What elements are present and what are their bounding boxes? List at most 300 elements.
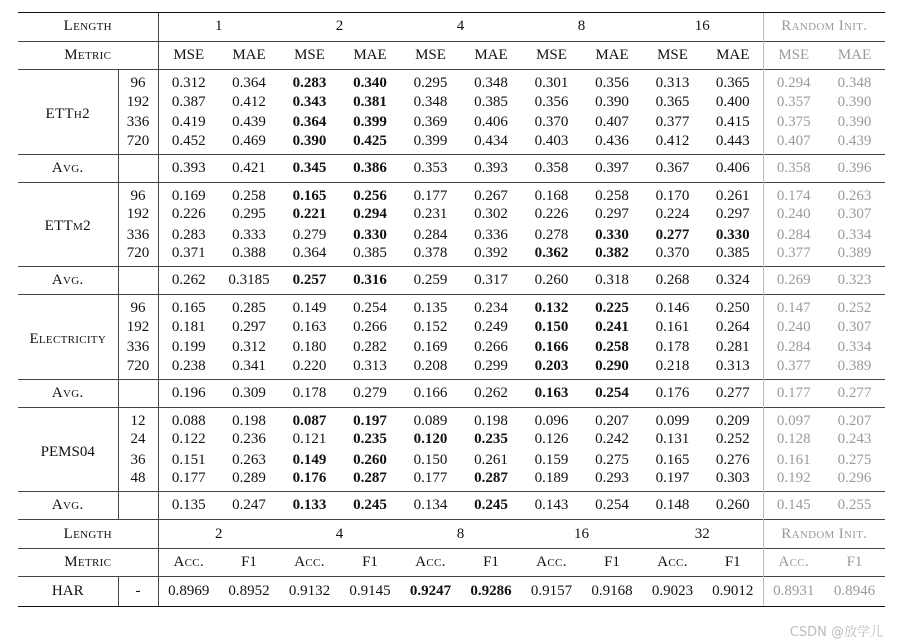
- value-cell: 0.131: [655, 431, 690, 448]
- value-cell: 0.096: [521, 407, 582, 430]
- random-init-value: 0.147: [763, 295, 824, 318]
- horizon-cell: 192: [118, 205, 158, 225]
- random-init-value: 0.284: [763, 337, 824, 357]
- dataset-name: ETTm2: [18, 182, 118, 267]
- value-cell: 0.262: [461, 379, 521, 407]
- metric-header: MAE: [461, 41, 521, 70]
- value-cell: 0.295: [232, 206, 266, 223]
- value-cell: 0.252: [715, 431, 750, 448]
- value-cell: 0.297: [595, 206, 629, 223]
- value-cell: 0.415: [715, 113, 750, 130]
- value-cell: 0.163: [521, 379, 582, 407]
- random-init-value: 0.243: [837, 431, 872, 448]
- metric-header: F1: [461, 548, 521, 577]
- value-cell: 0.9023: [642, 577, 703, 607]
- value-cell: 0.399: [413, 132, 448, 149]
- metric-header: Acc.: [642, 548, 703, 577]
- horizon-cell: 96: [118, 295, 158, 318]
- value-cell: 0.382: [595, 245, 629, 262]
- value-cell: 0.261: [474, 451, 508, 468]
- value-cell: 0.277: [703, 379, 763, 407]
- value-cell: 0.386: [340, 154, 400, 182]
- value-cell: 0.345: [279, 154, 340, 182]
- random-init-value: 0.174: [763, 182, 824, 205]
- value-cell: 0.226: [534, 206, 569, 223]
- value-cell: 0.189: [534, 470, 569, 487]
- value-cell: 0.089: [400, 407, 461, 430]
- value-cell: 0.330: [595, 226, 629, 243]
- random-init-value: 0.358: [763, 154, 824, 182]
- value-cell: 0.176: [642, 379, 703, 407]
- value-cell: 0.9247: [400, 577, 461, 607]
- value-cell: 0.297: [715, 206, 750, 223]
- data-row: [18, 205, 885, 225]
- horizon-cell: 36: [118, 450, 158, 470]
- value-cell: 0.120: [413, 431, 448, 448]
- random-init-value: 0.128: [763, 430, 824, 450]
- data-row: [18, 225, 885, 245]
- random-init-value: 0.263: [824, 182, 885, 205]
- value-cell: 0.150: [534, 318, 569, 335]
- horizon-cell: 336: [118, 112, 158, 132]
- value-cell: 0.148: [642, 492, 703, 520]
- random-init-value: 0.323: [824, 267, 885, 295]
- value-cell: 0.365: [655, 93, 690, 110]
- length-value: 16: [642, 13, 763, 42]
- value-cell: 0.163: [292, 318, 327, 335]
- value-cell: 0.403: [534, 132, 569, 149]
- random-init-value: 0.377: [763, 358, 824, 380]
- value-cell: 0.312: [158, 70, 219, 93]
- header-length-row: [18, 520, 885, 549]
- metric-header: MSE: [642, 41, 703, 70]
- value-cell: 0.166: [400, 379, 461, 407]
- value-cell: 0.242: [595, 431, 629, 448]
- avg-row: [18, 154, 885, 182]
- value-cell: 0.259: [400, 267, 461, 295]
- value-cell: 0.8952: [219, 577, 279, 607]
- value-cell: 0.364: [292, 245, 327, 262]
- value-cell: 0.364: [292, 113, 327, 130]
- value-cell: 0.254: [582, 379, 642, 407]
- value-cell: 0.303: [715, 470, 750, 487]
- metric-header: Acc.: [158, 548, 219, 577]
- value-cell: 0.134: [400, 492, 461, 520]
- value-cell: 0.220: [292, 357, 327, 374]
- value-cell: 0.282: [353, 339, 387, 356]
- value-cell: 0.406: [703, 154, 763, 182]
- value-cell: 0.9286: [461, 577, 521, 607]
- metric-header: MSE: [763, 41, 824, 70]
- length-value: 8: [400, 520, 521, 549]
- random-init-value: 0.269: [763, 267, 824, 295]
- value-cell: 0.159: [534, 451, 569, 468]
- random-init-value: 0.284: [763, 225, 824, 245]
- value-cell: 0.143: [521, 492, 582, 520]
- value-cell: 0.399: [353, 113, 387, 130]
- metric-header: Acc.: [400, 548, 461, 577]
- random-init-value: 0.207: [824, 407, 885, 430]
- value-cell: 0.279: [292, 226, 327, 243]
- data-row: [18, 70, 885, 93]
- value-cell: 0.333: [232, 226, 266, 243]
- value-cell: 0.443: [715, 132, 750, 149]
- random-init-value: 0.348: [824, 70, 885, 93]
- metric-header: Acc.: [763, 548, 824, 577]
- value-cell: 0.390: [292, 132, 327, 149]
- value-cell: 0.150: [413, 451, 448, 468]
- value-cell: 0.132: [521, 295, 582, 318]
- value-cell: 0.316: [340, 267, 400, 295]
- value-cell: 0.209: [703, 407, 763, 430]
- avg-row: [18, 492, 885, 520]
- dataset-name: ETTh2: [18, 70, 118, 155]
- value-cell: 0.365: [703, 70, 763, 93]
- value-cell: 0.385: [353, 245, 387, 262]
- length-value: 4: [400, 13, 521, 42]
- random-init-value: 0.275: [837, 451, 872, 468]
- dataset-name: PEMS04: [18, 407, 118, 492]
- value-cell: 0.170: [642, 182, 703, 205]
- empty-cell: [118, 154, 158, 182]
- value-cell: 0.385: [715, 245, 750, 262]
- data-row: [18, 112, 885, 132]
- metric-header: MAE: [703, 41, 763, 70]
- value-cell: 0.177: [158, 470, 219, 492]
- value-cell: 0.257: [279, 267, 340, 295]
- value-cell: 0.135: [400, 295, 461, 318]
- data-row: [18, 295, 885, 318]
- value-cell: 0.281: [715, 339, 750, 356]
- value-cell: 0.260: [703, 492, 763, 520]
- value-cell: 0.261: [703, 182, 763, 205]
- random-init-value: 0.377: [763, 245, 824, 267]
- metric-header: MSE: [400, 41, 461, 70]
- metric-header: Acc.: [279, 548, 340, 577]
- metric-header: Acc.: [521, 548, 582, 577]
- value-cell: 0.293: [595, 470, 629, 487]
- value-cell: 0.133: [279, 492, 340, 520]
- length-value: 2: [279, 13, 400, 42]
- value-cell: 0.301: [521, 70, 582, 93]
- value-cell: 0.309: [219, 379, 279, 407]
- random-init-value: 0.389: [837, 357, 872, 374]
- value-cell: 0.434: [474, 132, 508, 149]
- value-cell: 0.284: [413, 226, 448, 243]
- value-cell: 0.390: [595, 93, 629, 110]
- value-cell: 0.330: [353, 226, 387, 243]
- value-cell: 0.260: [353, 451, 387, 468]
- value-cell: 0.421: [219, 154, 279, 182]
- random-init-value: 0.8931: [763, 577, 824, 607]
- horizon-cell: 12: [118, 407, 158, 430]
- avg-row: [18, 267, 885, 295]
- watermark: CSDN @放学儿: [789, 625, 883, 640]
- value-cell: 0.299: [474, 357, 508, 374]
- metric-header: MAE: [219, 41, 279, 70]
- length-value: 2: [158, 520, 279, 549]
- empty-cell: [118, 492, 158, 520]
- value-cell: 0.149: [279, 295, 340, 318]
- value-cell: 0.8969: [158, 577, 219, 607]
- avg-label: Avg.: [18, 492, 118, 520]
- data-row: [18, 407, 885, 430]
- value-cell: 0.317: [461, 267, 521, 295]
- length-label: Length: [18, 13, 158, 42]
- random-init-value: 0.334: [837, 226, 872, 243]
- value-cell: 0.412: [232, 93, 266, 110]
- length-value: 4: [279, 520, 400, 549]
- random-init-value: 0.255: [824, 492, 885, 520]
- random-init-label: Random Init.: [763, 13, 885, 42]
- random-init-value: 0.240: [763, 317, 824, 337]
- random-init-value: 0.390: [837, 93, 872, 110]
- value-cell: 0.275: [595, 451, 629, 468]
- value-cell: 0.452: [158, 133, 219, 155]
- value-cell: 0.169: [158, 182, 219, 205]
- random-init-value: 0.407: [763, 133, 824, 155]
- data-row: [18, 317, 885, 337]
- random-init-value: 0.307: [837, 206, 872, 223]
- value-cell: 0.343: [292, 93, 327, 110]
- random-init-value: 0.439: [837, 132, 872, 149]
- value-cell: 0.407: [595, 113, 629, 130]
- metric-header: MSE: [279, 41, 340, 70]
- avg-row: [18, 379, 885, 407]
- value-cell: 0.262: [158, 267, 219, 295]
- value-cell: 0.388: [232, 245, 266, 262]
- value-cell: 0.218: [655, 357, 690, 374]
- value-cell: 0.165: [158, 295, 219, 318]
- data-row: [18, 358, 885, 380]
- value-cell: 0.371: [158, 245, 219, 267]
- value-cell: 0.279: [340, 379, 400, 407]
- dataset-name: HAR: [18, 577, 118, 607]
- length-label: Length: [18, 520, 158, 549]
- value-cell: 0.318: [582, 267, 642, 295]
- metric-header: MAE: [824, 41, 885, 70]
- value-cell: 0.250: [703, 295, 763, 318]
- value-cell: 0.135: [158, 492, 219, 520]
- horizon-cell: 48: [118, 470, 158, 492]
- value-cell: 0.208: [413, 357, 448, 374]
- value-cell: 0.099: [642, 407, 703, 430]
- value-cell: 0.196: [158, 379, 219, 407]
- value-cell: 0.266: [474, 339, 508, 356]
- length-value: 32: [642, 520, 763, 549]
- value-cell: 0.297: [232, 318, 266, 335]
- data-row: [18, 430, 885, 450]
- value-cell: 0.226: [158, 205, 219, 225]
- value-cell: 0.165: [279, 182, 340, 205]
- metric-header: F1: [340, 548, 400, 577]
- dataset-name: Electricity: [18, 295, 118, 380]
- value-cell: 0.198: [461, 407, 521, 430]
- metric-label: Metric: [18, 41, 158, 70]
- value-cell: 0.121: [292, 431, 327, 448]
- data-row: [18, 133, 885, 155]
- value-cell: 0.9168: [582, 577, 642, 607]
- value-cell: 0.348: [413, 93, 448, 110]
- horizon-cell: 336: [118, 337, 158, 357]
- value-cell: 0.393: [158, 154, 219, 182]
- value-cell: 0.198: [219, 407, 279, 430]
- value-cell: 0.302: [474, 206, 508, 223]
- value-cell: 0.276: [715, 451, 750, 468]
- value-cell: 0.225: [582, 295, 642, 318]
- random-init-value: 0.8946: [824, 577, 885, 607]
- metric-header: MSE: [521, 41, 582, 70]
- value-cell: 0.263: [232, 451, 266, 468]
- value-cell: 0.235: [353, 431, 387, 448]
- value-cell: 0.400: [715, 93, 750, 110]
- value-cell: 0.146: [642, 295, 703, 318]
- value-cell: 0.258: [219, 182, 279, 205]
- length-value: 8: [521, 13, 642, 42]
- value-cell: 0.256: [340, 182, 400, 205]
- random-init-value: 0.192: [763, 470, 824, 492]
- value-cell: 0.126: [534, 431, 569, 448]
- data-row: [18, 182, 885, 205]
- metric-header: F1: [703, 548, 763, 577]
- metric-label: Metric: [18, 548, 158, 577]
- value-cell: 0.397: [582, 154, 642, 182]
- value-cell: 0.289: [232, 470, 266, 487]
- value-cell: 0.340: [340, 70, 400, 93]
- value-cell: 0.249: [474, 318, 508, 335]
- value-cell: 0.294: [353, 206, 387, 223]
- value-cell: 0.087: [279, 407, 340, 430]
- value-cell: 0.9157: [521, 577, 582, 607]
- random-init-value: 0.375: [763, 112, 824, 132]
- data-row: [18, 337, 885, 357]
- metric-header: F1: [582, 548, 642, 577]
- value-cell: 0.277: [655, 226, 690, 243]
- value-cell: 0.392: [474, 245, 508, 262]
- value-cell: 0.180: [292, 339, 327, 356]
- avg-label: Avg.: [18, 154, 118, 182]
- header-metric-row: [18, 548, 885, 577]
- value-cell: 0.406: [474, 113, 508, 130]
- random-init-value: 0.296: [837, 470, 872, 487]
- value-cell: 0.412: [655, 132, 690, 149]
- horizon-cell: 720: [118, 245, 158, 267]
- data-row: [18, 470, 885, 492]
- empty-cell: [118, 379, 158, 407]
- value-cell: 0.385: [474, 93, 508, 110]
- value-cell: 0.425: [353, 132, 387, 149]
- avg-label: Avg.: [18, 267, 118, 295]
- value-cell: 0.231: [413, 206, 448, 223]
- value-cell: 0.378: [413, 245, 448, 262]
- horizon-cell: 96: [118, 182, 158, 205]
- value-cell: 0.387: [158, 92, 219, 112]
- value-cell: 0.9145: [340, 577, 400, 607]
- value-cell: 0.168: [521, 182, 582, 205]
- data-row: [18, 92, 885, 112]
- value-cell: 0.266: [353, 318, 387, 335]
- random-init-value: 0.252: [824, 295, 885, 318]
- metric-header: F1: [219, 548, 279, 577]
- value-cell: 0.278: [534, 226, 569, 243]
- random-init-value: 0.145: [763, 492, 824, 520]
- value-cell: 0.260: [521, 267, 582, 295]
- value-cell: 0.268: [642, 267, 703, 295]
- value-cell: 0.367: [642, 154, 703, 182]
- value-cell: 0.283: [279, 70, 340, 93]
- value-cell: 0.370: [534, 113, 569, 130]
- value-cell: 0.258: [582, 182, 642, 205]
- har-row: [18, 577, 885, 607]
- random-init-label: Random Init.: [763, 520, 885, 549]
- random-init-value: 0.390: [837, 113, 872, 130]
- value-cell: 0.419: [158, 112, 219, 132]
- value-cell: 0.370: [655, 245, 690, 262]
- value-cell: 0.149: [292, 451, 327, 468]
- value-cell: 0.088: [158, 407, 219, 430]
- horizon-cell: 720: [118, 358, 158, 380]
- avg-label: Avg.: [18, 379, 118, 407]
- value-cell: 0.313: [642, 70, 703, 93]
- value-cell: 0.178: [279, 379, 340, 407]
- header-length-row: [18, 13, 885, 42]
- value-cell: 0.362: [534, 245, 569, 262]
- value-cell: 0.178: [655, 339, 690, 356]
- data-row: [18, 245, 885, 267]
- horizon-cell: 336: [118, 225, 158, 245]
- value-cell: 0.161: [655, 318, 690, 335]
- random-init-value: 0.097: [763, 407, 824, 430]
- random-init-value: 0.240: [763, 205, 824, 225]
- value-cell: 0.199: [158, 337, 219, 357]
- value-cell: 0.369: [413, 113, 448, 130]
- value-cell: 0.313: [353, 357, 387, 374]
- value-cell: 0.393: [461, 154, 521, 182]
- value-cell: 0.254: [340, 295, 400, 318]
- value-cell: 0.181: [158, 317, 219, 337]
- metric-header: MAE: [582, 41, 642, 70]
- value-cell: 0.238: [158, 358, 219, 380]
- value-cell: 0.312: [232, 339, 266, 356]
- value-cell: 0.207: [582, 407, 642, 430]
- value-cell: 0.224: [655, 206, 690, 223]
- value-cell: 0.287: [474, 470, 508, 487]
- horizon-cell: 720: [118, 133, 158, 155]
- value-cell: 0.203: [534, 357, 569, 374]
- random-init-value: 0.389: [837, 245, 872, 262]
- value-cell: 0.245: [340, 492, 400, 520]
- value-cell: 0.245: [461, 492, 521, 520]
- value-cell: 0.9132: [279, 577, 340, 607]
- metric-header: MAE: [340, 41, 400, 70]
- value-cell: 0.313: [715, 357, 750, 374]
- value-cell: 0.197: [655, 470, 690, 487]
- metric-header: F1: [824, 548, 885, 577]
- value-cell: 0.264: [715, 318, 750, 335]
- horizon-cell: -: [118, 577, 158, 607]
- value-cell: 0.177: [400, 182, 461, 205]
- value-cell: 0.290: [595, 357, 629, 374]
- length-value: 16: [521, 520, 642, 549]
- value-cell: 0.177: [413, 470, 448, 487]
- header-metric-row: [18, 41, 885, 70]
- value-cell: 0.439: [232, 113, 266, 130]
- horizon-cell: 192: [118, 317, 158, 337]
- horizon-cell: 192: [118, 92, 158, 112]
- length-value: 1: [158, 13, 279, 42]
- random-init-value: 0.277: [824, 379, 885, 407]
- random-init-value: 0.307: [837, 318, 872, 335]
